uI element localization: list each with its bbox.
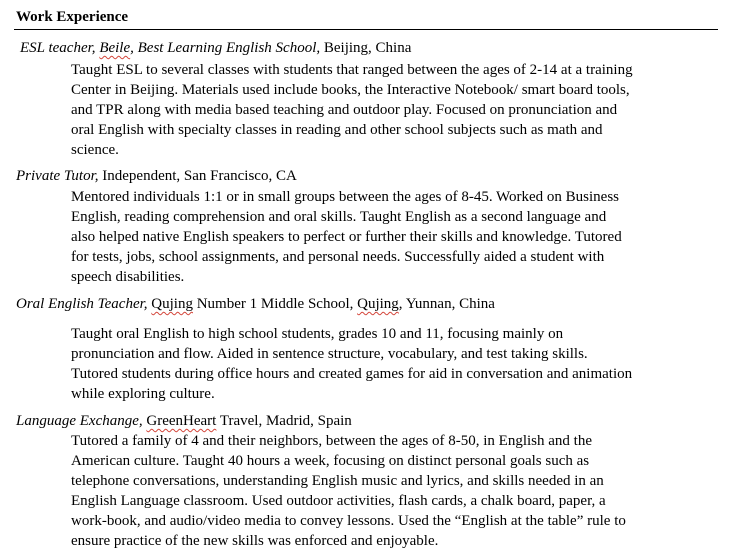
description-line: work-book, and audio/video media to convey lessons. Used the “English at the table” rule to <box>71 513 626 529</box>
description-line: ensure practice of the new skills was enforced and enjoyable. <box>71 533 439 549</box>
description-line: Taught oral English to high school students, grades 10 and 11, focusing mainly on <box>71 326 564 342</box>
job-location: , Yunnan, China <box>398 296 495 312</box>
description-line: also helped native English speakers to perfect or further their skills and knowledge. Tutored <box>71 229 622 245</box>
description-line: oral English with specialty classes in reading and other school subjects such as math and <box>71 122 603 138</box>
job-title: Language Exchange, <box>16 413 143 429</box>
school-name: Number 1 Middle School, <box>192 296 358 312</box>
job-description <box>71 324 721 404</box>
description-line: telephone conversations, understanding English music and lyrics, and skills needed in an <box>71 473 604 489</box>
description-line: American culture. Taught 40 hours a week, focusing on distinct personal goals such as <box>71 453 590 469</box>
description-line: English, reading comprehension and oral skills. Taught English as a second language and <box>71 209 607 225</box>
job-location: Independent, San Francisco, CA <box>102 168 297 184</box>
description-line: for tests, jobs, school assignments, and personal needs. Successfully aided a student with <box>71 249 605 265</box>
description-line: science. <box>71 142 119 158</box>
school-city-2: Qujing <box>357 296 399 312</box>
job-title: Private Tutor, <box>16 168 99 184</box>
description-line: speech disabilities. <box>71 269 185 285</box>
description-line: Center in Beijing. Materials used include books, the Interactive Notebook/ smart board tools, <box>71 82 630 98</box>
description-line: and TPR along with media based teaching and outdoor play. Focused on pronunciation and <box>71 102 618 118</box>
heading-rule <box>14 29 718 30</box>
description-line: pronunciation and flow. Aided in sentence structure, vocabulary, and test taking skills. <box>71 346 588 362</box>
job-location: Beijing, China <box>323 40 412 56</box>
job-description <box>71 60 721 160</box>
job-description <box>71 187 721 287</box>
job-heading <box>16 294 495 314</box>
description-line: English Language classroom. Used outdoor activities, flash cards, a chalk board, paper, a <box>71 493 606 509</box>
job-title: Oral English Teacher, <box>16 296 148 312</box>
job-heading <box>20 38 411 58</box>
job-location: Travel, Madrid, Spain <box>216 413 352 429</box>
job-description <box>71 431 721 551</box>
description-line: while exploring culture. <box>71 386 215 402</box>
description-line: Mentored individuals 1:1 or in small groups between the ages of 8-45. Worked on Business <box>71 189 620 205</box>
org-name: Beile <box>99 40 131 56</box>
job-heading <box>16 166 297 186</box>
description-line: Taught ESL to several classes with students that ranged between the ages of 2-14 at a training <box>71 62 633 78</box>
org-name-rest: , Best Learning English School, <box>130 40 321 56</box>
job-heading <box>16 411 352 431</box>
org-name: GreenHeart <box>146 413 217 429</box>
description-line: Tutored students during office hours and created games for aid in conversation and animation <box>71 366 633 382</box>
section-heading: Work Experience <box>16 9 129 25</box>
school-city: Qujing <box>151 296 193 312</box>
job-title: ESL teacher, <box>20 40 96 56</box>
description-line: Tutored a family of 4 and their neighbors, between the ages of 8-50, in English and the <box>71 433 592 449</box>
